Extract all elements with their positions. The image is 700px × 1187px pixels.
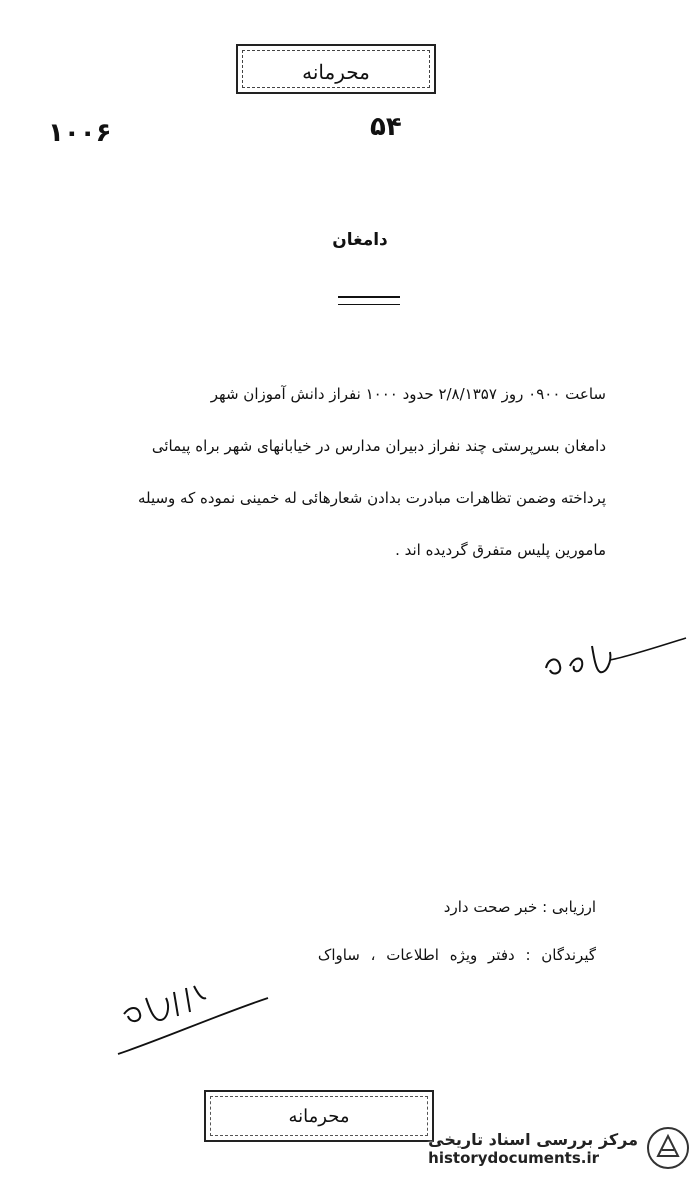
- watermark-title: مرکز بررسی اسناد تاریخی: [428, 1129, 638, 1149]
- archive-watermark: [428, 1116, 690, 1180]
- watermark-url: historydocuments.ir: [428, 1148, 599, 1167]
- classification-stamp-bottom: [204, 1090, 434, 1142]
- classification-stamp-top: [236, 44, 436, 94]
- body-line: پرداخته وضمن تظاهرات مبادرت بدادن شعارهائی له خمینی نموده که وسیله: [137, 489, 606, 507]
- archive-logo-icon: [646, 1126, 690, 1170]
- report-body: [46, 368, 606, 576]
- body-line: دامغان بسرپرستی چند نفراز دبیران مدارس در خیابانهای شهر براه پیمائی: [151, 437, 606, 455]
- page-number: ۵۴: [370, 112, 402, 142]
- stamp-top-text: محرمانه: [302, 60, 370, 84]
- handwritten-signature-right: [540, 626, 690, 686]
- recipients-line: گیرندگان : دفتر ویژه اطلاعات ، ساواک: [317, 946, 596, 964]
- title-underline: [338, 296, 400, 305]
- document-title: دامغان: [332, 230, 388, 250]
- handwritten-note-left: [110, 970, 280, 1062]
- stamp-bottom-text: محرمانه: [288, 1105, 350, 1127]
- evaluation-line: ارزیابی : خبر صحت دارد: [443, 898, 596, 916]
- body-line: مامورین پلیس متفرق گردیده اند .: [395, 541, 606, 559]
- document-number: ۱۰۰۶: [48, 118, 112, 148]
- body-line: ساعت ۰۹۰۰ روز ۲/۸/۱۳۵۷ حدود ۱۰۰۰ نفراز دانش آموزان شهر: [210, 385, 606, 403]
